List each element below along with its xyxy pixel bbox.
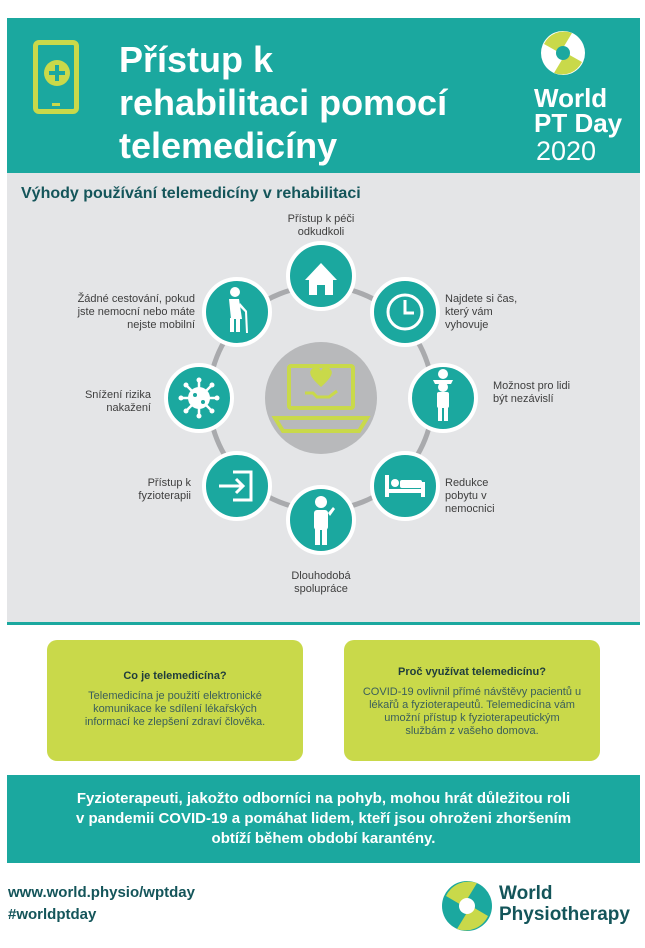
phone-medical-icon	[33, 40, 79, 114]
benefit-label-cooperation: Dlouhodobá spolupráce	[291, 570, 351, 595]
benefit-label-no-travel: Žádné cestování, pokud jste nemocní nebo máte nejste mobilní	[77, 293, 195, 331]
benefit-label-physio-access: Přístup k fyzioterapii	[138, 477, 191, 502]
benefit-node-clock	[372, 279, 438, 345]
header-banner	[7, 18, 640, 173]
box-text: COVID-19 ovlivnil přímé návštěvy pacientů u lékařů a fyzioterapeutů. Telemedicína vám umožní přístup k fyzioterapeutickým službám z vašeho domova.	[362, 686, 582, 737]
benefit-node-cooperation	[288, 487, 354, 553]
box-heading: Proč využívat telemedicínu?	[398, 666, 546, 678]
website-link[interactable]: www.world.physio/wptday	[8, 884, 195, 901]
benefit-label-find-time: Najdete si čas, který vám vyhovuje	[445, 293, 518, 331]
page-title: Přístup k rehabilitaci pomocí telemedicíny	[119, 39, 448, 166]
benefits-panel	[7, 173, 640, 625]
benefit-label-hospital-stay: Redukce pobytu v nemocnici	[445, 477, 495, 515]
box-text: Telemedicína je použití elektronické komunikace ke sdílení lékařských informací ke zlepšení zdraví člověka.	[84, 690, 266, 728]
what-is-telemedicine-box	[47, 640, 303, 761]
benefit-node-house	[288, 243, 354, 309]
world-physiotherapy-logo: World Physiotherapy	[437, 880, 642, 935]
world-physiotherapy-mark-icon	[441, 880, 493, 932]
world-pt-day-logo: World PT Day 2020	[534, 28, 614, 168]
benefit-node-hospital-stay	[372, 453, 438, 519]
virus-icon	[179, 378, 220, 419]
benefit-node-independence	[410, 365, 476, 431]
benefit-node-no-travel	[204, 279, 270, 345]
box-heading: Co je telemedicína?	[123, 670, 227, 682]
plus-icon	[44, 60, 70, 86]
benefit-label-independence: Možnost pro lidi být nezávislí	[493, 380, 571, 405]
benefit-node-infection	[166, 365, 232, 431]
panel-title: Výhody používání telemedicíny v rehabilitaci	[21, 185, 361, 202]
benefit-label-infection: Snížení rizika nakažení	[84, 389, 151, 414]
hashtag-link[interactable]: #worldptday	[8, 906, 97, 923]
why-telemedicine-box	[344, 640, 600, 761]
benefit-node-physio-access	[204, 453, 270, 519]
benefit-label-access-care: Přístup k péči odkudkoli	[287, 213, 355, 238]
message-band: Fyzioterapeuti, jakožto odborníci na pohyb, mohou hrát důležitou roli v pandemii COVID-19 a pomáhat lidem, kteří jsou ohroženi zhoršením obtíží během období karantény.	[7, 775, 640, 863]
world-pt-day-mark-icon	[540, 30, 586, 76]
